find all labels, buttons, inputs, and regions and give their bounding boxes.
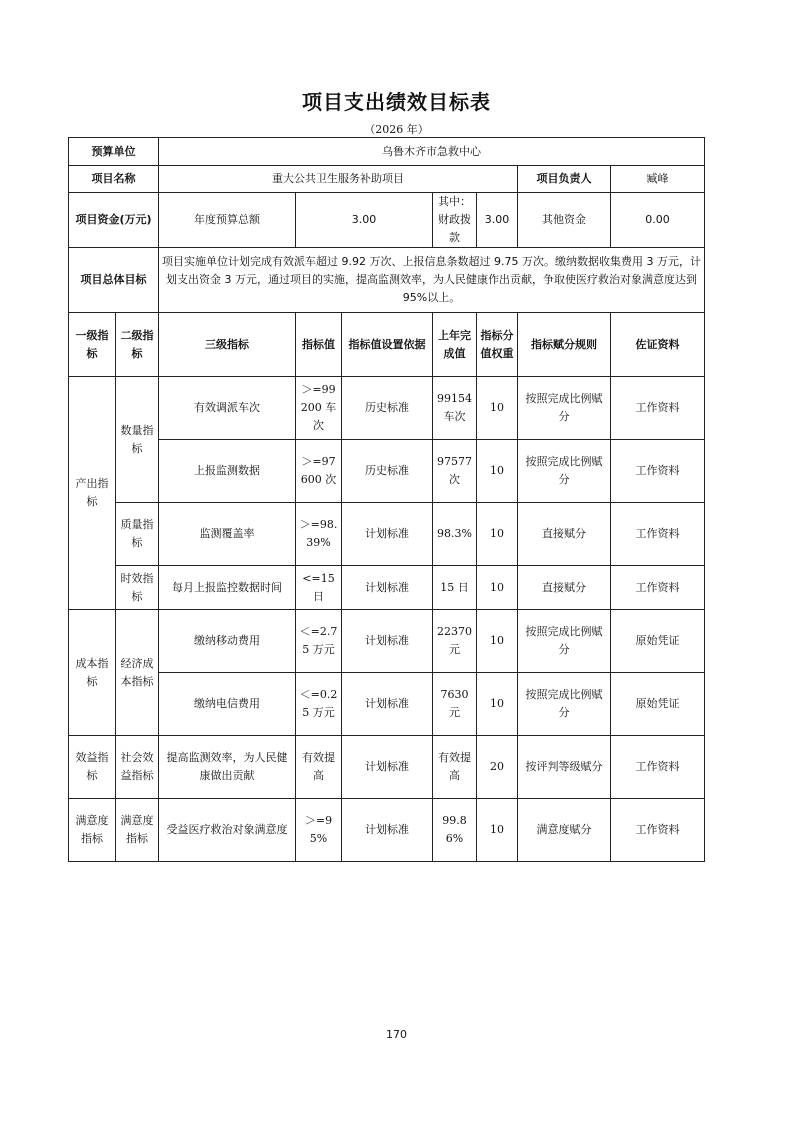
basis-cell: 计划标准 bbox=[342, 799, 433, 862]
project-leader-value: 臧峰 bbox=[611, 166, 705, 193]
group-output-time: 时效指标 bbox=[116, 566, 159, 610]
page-number: 170 bbox=[386, 1028, 407, 1041]
overall-goal-text: 项目实施单位计划完成有效派车超过 9.92 万次、上报信息条数超过 9.75 万次。缴纳数据收集费用 3 万元，计划支出资金 3 万元，通过项目的实施，提高监测效率，为人民健康作出贡献，争取使医疗救治对象满意度达到 95%以上。 bbox=[159, 248, 705, 313]
rule-cell: 直接赋分 bbox=[518, 503, 611, 566]
last-year-cell: 15 日 bbox=[433, 566, 477, 610]
overall-goal-row bbox=[69, 248, 705, 313]
table-row bbox=[69, 440, 705, 503]
last-year-cell: 99.86% bbox=[433, 799, 477, 862]
table-row bbox=[69, 377, 705, 440]
level3-cell: 监测覆盖率 bbox=[159, 503, 296, 566]
level3-cell: 缴纳移动费用 bbox=[159, 610, 296, 673]
col-evidence: 佐证资料 bbox=[611, 313, 705, 377]
rule-cell: 按照完成比例赋分 bbox=[518, 673, 611, 736]
weight-cell: 10 bbox=[477, 610, 518, 673]
evidence-cell: 原始凭证 bbox=[611, 673, 705, 736]
last-year-cell: 98.3% bbox=[433, 503, 477, 566]
weight-cell: 10 bbox=[477, 503, 518, 566]
other-funds-label: 其他资金 bbox=[518, 193, 611, 248]
evidence-cell: 工作资料 bbox=[611, 440, 705, 503]
basis-cell: 计划标准 bbox=[342, 610, 433, 673]
annual-total-label: 年度预算总额 bbox=[159, 193, 296, 248]
value-cell: ＜=0.25 万元 bbox=[296, 673, 342, 736]
other-funds-value: 0.00 bbox=[611, 193, 705, 248]
fiscal-value: 3.00 bbox=[477, 193, 518, 248]
last-year-cell: 有效提高 bbox=[433, 736, 477, 799]
level3-cell: 提高监测效率，为人民健康做出贡献 bbox=[159, 736, 296, 799]
performance-target-table bbox=[68, 137, 705, 862]
weight-cell: 10 bbox=[477, 566, 518, 610]
project-funds-label: 项目资金(万元) bbox=[69, 193, 159, 248]
level3-cell: 上报监测数据 bbox=[159, 440, 296, 503]
budget-unit-row bbox=[69, 138, 705, 166]
table-row bbox=[69, 566, 705, 610]
value-cell: ＞=95% bbox=[296, 799, 342, 862]
project-name-value: 重大公共卫生服务补助项目 bbox=[159, 166, 518, 193]
rule-cell: 按评判等级赋分 bbox=[518, 736, 611, 799]
evidence-cell: 工作资料 bbox=[611, 377, 705, 440]
group-cost: 成本指标 bbox=[69, 610, 116, 736]
col-last-year: 上年完成值 bbox=[433, 313, 477, 377]
evidence-cell: 工作资料 bbox=[611, 566, 705, 610]
column-header-row bbox=[69, 313, 705, 377]
level3-cell: 每月上报监控数据时间 bbox=[159, 566, 296, 610]
basis-cell: 计划标准 bbox=[342, 736, 433, 799]
value-cell: ＞=99200 车次 bbox=[296, 377, 342, 440]
col-level1: 一级指标 bbox=[69, 313, 116, 377]
group-output-quantity: 数量指标 bbox=[116, 377, 159, 503]
group-output-quality: 质量指标 bbox=[116, 503, 159, 566]
basis-cell: 计划标准 bbox=[342, 503, 433, 566]
project-leader-label: 项目负责人 bbox=[518, 166, 611, 193]
col-level2: 二级指标 bbox=[116, 313, 159, 377]
level3-cell: 受益医疗救治对象满意度 bbox=[159, 799, 296, 862]
rule-cell: 直接赋分 bbox=[518, 566, 611, 610]
fiscal-label: 其中：财政拨款 bbox=[433, 193, 477, 248]
group-benefit-social: 社会效益指标 bbox=[116, 736, 159, 799]
weight-cell: 10 bbox=[477, 673, 518, 736]
basis-cell: 历史标准 bbox=[342, 440, 433, 503]
value-cell: 有效提高 bbox=[296, 736, 342, 799]
table-row bbox=[69, 673, 705, 736]
annual-total-value: 3.00 bbox=[296, 193, 433, 248]
value-cell: ＜=2.75 万元 bbox=[296, 610, 342, 673]
budget-unit-label: 预算单位 bbox=[69, 138, 159, 166]
col-basis: 指标值设置依据 bbox=[342, 313, 433, 377]
col-rule: 指标赋分规则 bbox=[518, 313, 611, 377]
weight-cell: 10 bbox=[477, 377, 518, 440]
col-level3: 三级指标 bbox=[159, 313, 296, 377]
evidence-cell: 工作资料 bbox=[611, 503, 705, 566]
value-cell: ＞=98.39% bbox=[296, 503, 342, 566]
evidence-cell: 工作资料 bbox=[611, 736, 705, 799]
rule-cell: 按照完成比例赋分 bbox=[518, 440, 611, 503]
group-benefit: 效益指标 bbox=[69, 736, 116, 799]
level3-cell: 有效调派车次 bbox=[159, 377, 296, 440]
page-title: 项目支出绩效目标表 bbox=[302, 90, 491, 114]
last-year-cell: 99154 车次 bbox=[433, 377, 477, 440]
table-row bbox=[69, 799, 705, 862]
table-row bbox=[69, 736, 705, 799]
table-row bbox=[69, 503, 705, 566]
col-weight: 指标分值权重 bbox=[477, 313, 518, 377]
overall-goal-label: 项目总体目标 bbox=[69, 248, 159, 313]
last-year-cell: 22370 元 bbox=[433, 610, 477, 673]
weight-cell: 10 bbox=[477, 799, 518, 862]
evidence-cell: 工作资料 bbox=[611, 799, 705, 862]
value-cell: <=15 日 bbox=[296, 566, 342, 610]
group-cost-economic: 经济成本指标 bbox=[116, 610, 159, 736]
basis-cell: 计划标准 bbox=[342, 673, 433, 736]
level3-cell: 缴纳电信费用 bbox=[159, 673, 296, 736]
rule-cell: 按照完成比例赋分 bbox=[518, 610, 611, 673]
col-value: 指标值 bbox=[296, 313, 342, 377]
group-satisfaction: 满意度指标 bbox=[69, 799, 116, 862]
group-output: 产出指标 bbox=[69, 377, 116, 610]
basis-cell: 计划标准 bbox=[342, 566, 433, 610]
table-row bbox=[69, 610, 705, 673]
project-name-label: 项目名称 bbox=[69, 166, 159, 193]
project-name-row bbox=[69, 166, 705, 193]
last-year-cell: 7630 元 bbox=[433, 673, 477, 736]
weight-cell: 20 bbox=[477, 736, 518, 799]
evidence-cell: 原始凭证 bbox=[611, 610, 705, 673]
group-satisfaction-sub: 满意度指标 bbox=[116, 799, 159, 862]
weight-cell: 10 bbox=[477, 440, 518, 503]
year-label: （2026 年） bbox=[364, 123, 429, 136]
basis-cell: 历史标准 bbox=[342, 377, 433, 440]
last-year-cell: 97577 次 bbox=[433, 440, 477, 503]
rule-cell: 按照完成比例赋分 bbox=[518, 377, 611, 440]
rule-cell: 满意度赋分 bbox=[518, 799, 611, 862]
value-cell: ＞=97600 次 bbox=[296, 440, 342, 503]
budget-unit-value: 乌鲁木齐市急救中心 bbox=[159, 138, 705, 166]
project-funds-row bbox=[69, 193, 705, 248]
